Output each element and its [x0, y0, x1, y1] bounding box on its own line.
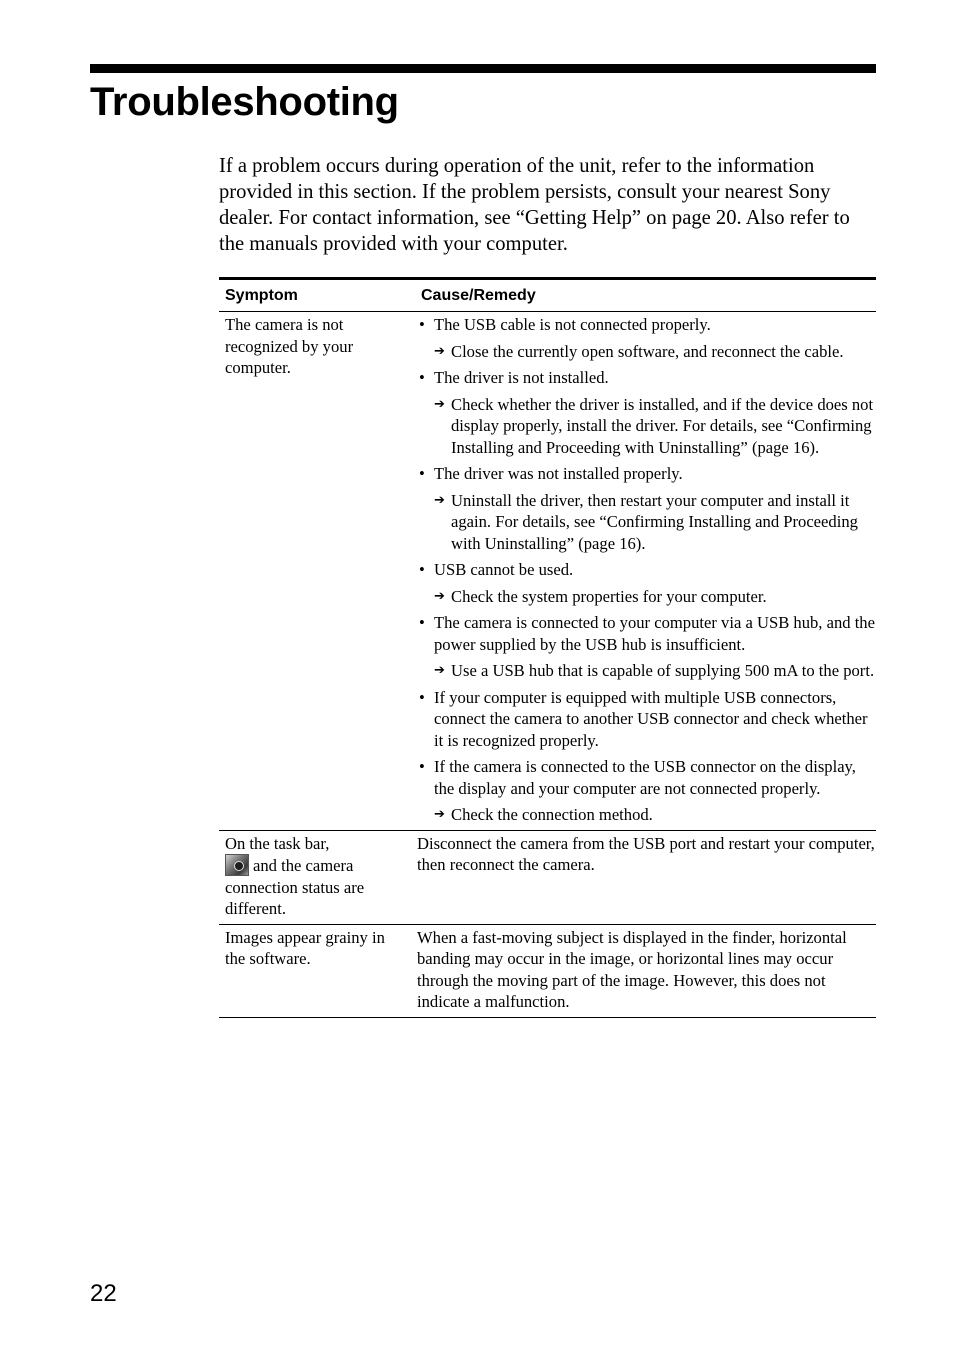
arrow-icon: ➔	[434, 492, 445, 508]
remedy-text: Check whether the driver is installed, and if the device does not display properly, install the driver. For details, see “Confirming Installing and Proceeding with Uninstalling” (page 16).	[451, 394, 874, 457]
remedy-text: Check the system properties for your computer.	[451, 586, 767, 606]
bullet-icon: •	[419, 464, 425, 483]
cause-cell	[415, 312, 876, 831]
page-title: Troubleshooting	[90, 80, 399, 124]
arrow-icon: ➔	[434, 663, 445, 678]
remedy	[434, 660, 876, 682]
bullet-icon: •	[419, 687, 425, 707]
cause-item	[417, 687, 876, 752]
symptom-line	[225, 854, 409, 920]
remedy-text: Close the currently open software, and reconnect the cable.	[451, 341, 844, 361]
cause-item	[417, 559, 876, 607]
remedy	[434, 586, 876, 608]
remedy	[434, 804, 876, 826]
cause-item	[417, 314, 876, 362]
bullet-icon: •	[419, 315, 425, 334]
remedy	[434, 341, 876, 363]
symptom-cell: The camera is not recognized by your computer.	[219, 312, 415, 831]
cause-item	[417, 463, 876, 554]
table-row	[219, 830, 876, 924]
symptom-line: On the task bar,	[225, 833, 330, 853]
top-rule	[90, 64, 876, 73]
arrow-icon: ➔	[434, 396, 445, 412]
symptom-text: and the camera connection status are different.	[225, 856, 365, 918]
remedy-text: Uninstall the driver, then restart your computer and install it again. For details, see “Confirming Installing and Proceeding with Uninstalling” (page 16).	[451, 490, 858, 553]
symptom-cell	[219, 830, 415, 924]
bullet-icon: •	[419, 560, 425, 579]
arrow-icon: ➔	[434, 588, 445, 604]
symptom-cell: Images appear grainy in the software.	[225, 927, 385, 968]
cause-text: The USB cable is not connected properly.	[434, 315, 711, 334]
arrow-icon: ➔	[434, 343, 445, 359]
intro-paragraph: If a problem occurs during operation of the unit, refer to the information provided in this section. If the problem persists, consult your nearest Sony dealer. For contact information, see “Getting Help” on page 20. Also refer to the manuals provided with your computer.	[219, 155, 850, 255]
cause-text: If the camera is connected to the USB connector on the display, the display and your computer are not connected properly.	[434, 757, 856, 798]
table-row	[219, 924, 876, 1017]
bullet-icon: •	[419, 613, 425, 632]
remedy	[434, 394, 876, 459]
cause-item	[417, 756, 876, 826]
cause-cell: Disconnect the camera from the USB port and restart your computer, then reconnect the camera.	[415, 830, 876, 924]
cause-list	[417, 314, 876, 826]
page-number: 22	[90, 1280, 117, 1307]
symptom-header: Symptom	[219, 279, 415, 312]
remedy-text: Check the connection method.	[451, 805, 653, 824]
table-row	[219, 312, 876, 831]
cause-text: USB cannot be used.	[434, 560, 574, 579]
cause-header: Cause/Remedy	[415, 279, 876, 312]
cause-item	[417, 367, 876, 458]
cause-cell: When a fast-moving subject is displayed in the finder, horizontal banding may occur in the image, or horizontal lines may occur through the moving part of the image. However, this does not indicate a malfunction.	[417, 927, 847, 1011]
bullet-icon: •	[419, 757, 425, 776]
troubleshooting-table	[219, 277, 876, 1018]
remedy	[434, 490, 876, 555]
cause-text: The driver is not installed.	[434, 368, 609, 387]
cause-text: The camera is connected to your computer via a USB hub, and the power supplied by the USB hub is insufficient.	[434, 613, 875, 654]
cause-text: The driver was not installed properly.	[434, 464, 683, 483]
cause-text: If your computer is equipped with multiple USB connectors, connect the camera to another USB connector and check whether it is recognized properly.	[434, 687, 868, 750]
table-header-row	[219, 279, 876, 312]
camera-tray-icon	[225, 854, 249, 876]
arrow-icon: ➔	[434, 807, 445, 822]
remedy-text: Use a USB hub that is capable of supplying 500 mA to the port.	[451, 661, 875, 680]
cause-item	[417, 612, 876, 682]
bullet-icon: •	[419, 368, 425, 387]
